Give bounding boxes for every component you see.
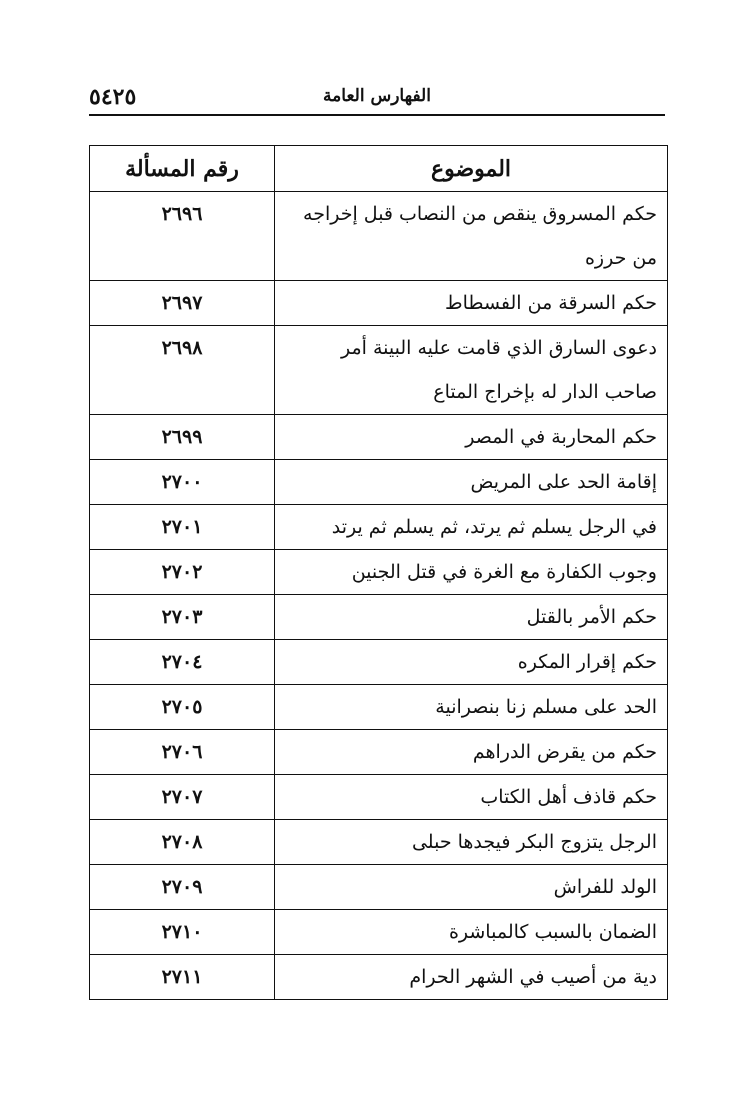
table-row: [90, 550, 668, 595]
issue-number-cell: ٢٧٠٩: [90, 865, 275, 910]
topic-cell: حكم المحاربة في المصر: [275, 415, 668, 460]
topic-cell: حكم الأمر بالقتل: [275, 595, 668, 640]
table-row: [90, 730, 668, 775]
topic-cell: إقامة الحد على المريض: [275, 460, 668, 505]
topic-cell: حكم قاذف أهل الكتاب: [275, 775, 668, 820]
topics-index-table: [89, 145, 668, 1000]
issue-number-cell: ٢٦٩٩: [90, 415, 275, 460]
table-row: [90, 955, 668, 1000]
issue-number-cell: ٢٧٠٤: [90, 640, 275, 685]
table-header-row: [90, 146, 668, 192]
topic-cell: حكم السرقة من الفسطاط: [275, 281, 668, 326]
table-row: [90, 640, 668, 685]
table-row: [90, 326, 668, 415]
table-row: [90, 865, 668, 910]
issue-number-cell: ٢٦٩٨: [90, 326, 275, 415]
issue-number-cell: ٢٧١١: [90, 955, 275, 1000]
topic-cell: دية من أصيب في الشهر الحرام: [275, 955, 668, 1000]
table-row: [90, 595, 668, 640]
topic-cell: الحد على مسلم زنا بنصرانية: [275, 685, 668, 730]
table-row: [90, 505, 668, 550]
page-number: ٥٤٢٥: [89, 84, 137, 110]
table-row: [90, 910, 668, 955]
topic-cell: دعوى السارق الذي قامت عليه البينة أمر صاحب الدار له بإخراج المتاع: [275, 326, 668, 415]
table-row: [90, 281, 668, 326]
issue-number-cell: ٢٦٩٧: [90, 281, 275, 326]
table-row: [90, 775, 668, 820]
running-title: الفهارس العامة: [323, 86, 431, 106]
issue-number-cell: ٢٧٠٥: [90, 685, 275, 730]
topic-cell: حكم إقرار المكره: [275, 640, 668, 685]
issue-number-cell: ٢٦٩٦: [90, 192, 275, 281]
issue-number-cell: ٢٧٠٧: [90, 775, 275, 820]
issue-number-cell: ٢٧٠١: [90, 505, 275, 550]
issue-number-cell: ٢٧٠٢: [90, 550, 275, 595]
table-row: [90, 415, 668, 460]
topic-cell: الضمان بالسبب كالمباشرة: [275, 910, 668, 955]
topic-cell: حكم المسروق ينقص من النصاب قبل إخراجه من حرزه: [275, 192, 668, 281]
topic-cell: وجوب الكفارة مع الغرة في قتل الجنين: [275, 550, 668, 595]
topic-cell: الولد للفراش: [275, 865, 668, 910]
issue-number-cell: ٢٧٠٠: [90, 460, 275, 505]
table-row: [90, 685, 668, 730]
column-header-topic: الموضوع: [275, 146, 668, 192]
topic-cell: الرجل يتزوج البكر فيجدها حبلى: [275, 820, 668, 865]
page-header: [89, 78, 665, 116]
issue-number-cell: ٢٧٠٦: [90, 730, 275, 775]
column-header-number: رقم المسألة: [90, 146, 275, 192]
topic-cell: في الرجل يسلم ثم يرتد، ثم يسلم ثم يرتد: [275, 505, 668, 550]
table-row: [90, 460, 668, 505]
topic-cell: حكم من يقرض الدراهم: [275, 730, 668, 775]
table-row: [90, 192, 668, 281]
table-row: [90, 820, 668, 865]
issue-number-cell: ٢٧٠٨: [90, 820, 275, 865]
issue-number-cell: ٢٧١٠: [90, 910, 275, 955]
issue-number-cell: ٢٧٠٣: [90, 595, 275, 640]
